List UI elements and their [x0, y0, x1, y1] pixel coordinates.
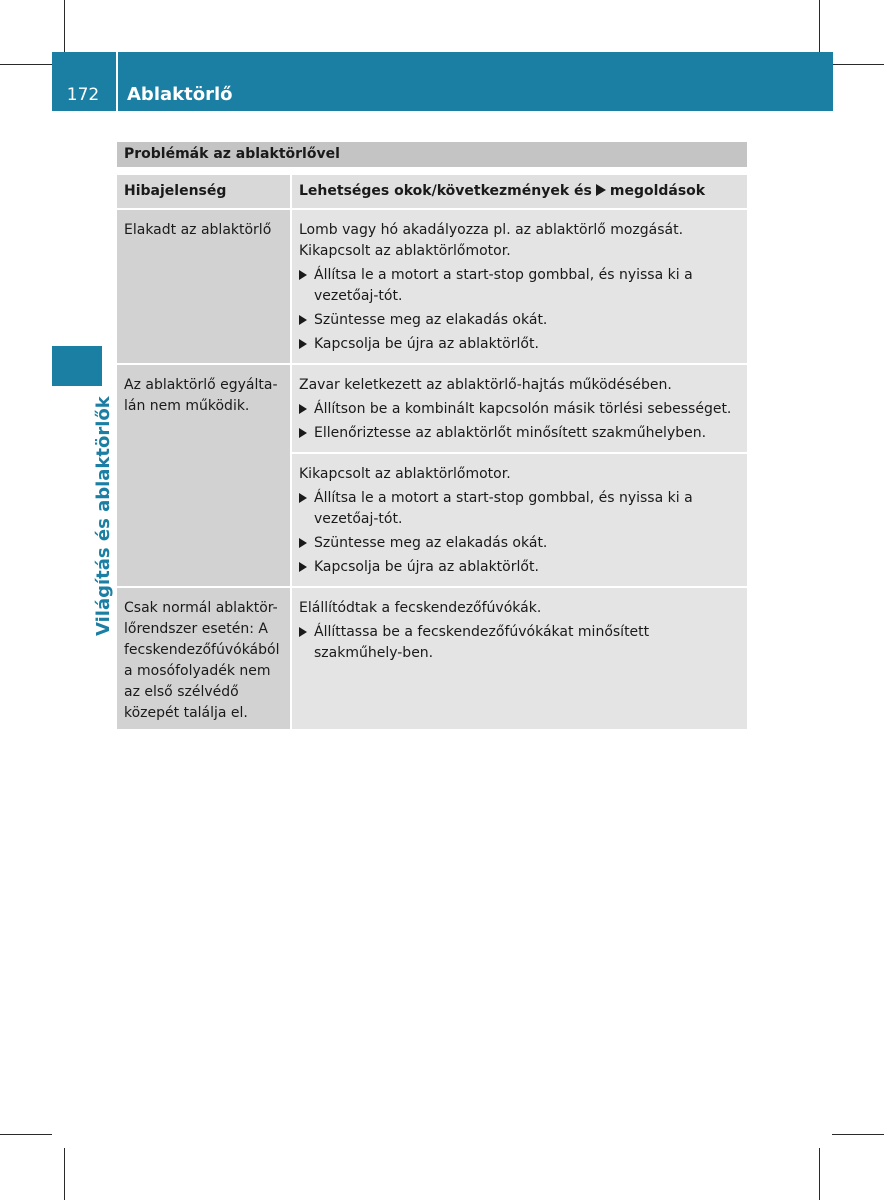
- solution-step: [299, 310, 740, 331]
- step-text: Ellenőriztesse az ablaktörlőt minősített szakműhelyben.: [314, 425, 707, 441]
- step-text: Állítsa le a motort a start-stop gombbal, és nyissa ki a vezetőaj-tót.: [314, 267, 693, 304]
- step-text: Kapcsolja be újra az ablaktörlőt.: [314, 559, 539, 575]
- step-text: Állíttassa be a fecskendezőfúvókákat minősített szakműhely-ben.: [314, 624, 650, 661]
- solution-step: [299, 488, 740, 530]
- cause-text: Kikapcsolt az ablaktörlőmotor.: [299, 466, 511, 482]
- crop-mark: [0, 1134, 52, 1135]
- action-arrow-icon: [596, 184, 606, 196]
- section-label: Világítás és ablaktörlők: [93, 396, 114, 636]
- action-arrow-icon: [299, 562, 307, 572]
- table-row: [117, 586, 747, 729]
- step-text: Szüntesse meg az elakadás okát.: [314, 312, 548, 328]
- solution-cell: [292, 210, 747, 363]
- action-arrow-icon: [299, 538, 307, 548]
- solution-cell: [292, 365, 747, 452]
- section-tab: [52, 346, 102, 386]
- action-arrow-icon: [299, 493, 307, 503]
- cause-text: Elállítódtak a fecskendezőfúvókák.: [299, 600, 542, 616]
- table-header-row: [117, 175, 747, 208]
- solution-cell: [292, 588, 747, 729]
- cause-text: Lomb vagy hó akadályozza pl. az ablaktörlő mozgását. Kikapcsolt az ablaktörlőmotor.: [299, 222, 684, 259]
- step-text: Állítson be a kombinált kapcsolón másik törlési sebességet.: [314, 401, 732, 417]
- crop-mark: [819, 1148, 820, 1200]
- column-header-text: Lehetséges okok/következmények és: [299, 183, 592, 199]
- action-arrow-icon: [299, 270, 307, 280]
- page-number: 172: [66, 85, 100, 105]
- action-arrow-icon: [299, 404, 307, 414]
- solution-step: [299, 557, 740, 578]
- crop-mark: [0, 64, 52, 65]
- solution-step: [299, 423, 740, 444]
- action-arrow-icon: [299, 339, 307, 349]
- action-arrow-icon: [299, 627, 307, 637]
- action-arrow-icon: [299, 428, 307, 438]
- step-text: Kapcsolja be újra az ablaktörlőt.: [314, 336, 539, 352]
- table-row: [117, 208, 747, 363]
- crop-mark: [64, 1148, 65, 1200]
- solution-step: [299, 622, 740, 664]
- crop-mark: [819, 0, 820, 52]
- column-header-solutions: [290, 175, 747, 208]
- solution-step: [299, 265, 740, 307]
- symptom-cell: Elakadt az ablaktörlő: [117, 210, 290, 363]
- column-header-symptom: Hibajelenség: [117, 175, 290, 208]
- solution-step: [299, 533, 740, 554]
- solution-cell: [292, 452, 747, 586]
- problem-table: [117, 142, 747, 729]
- action-arrow-icon: [299, 315, 307, 325]
- page-title: Ablaktörlő: [127, 84, 233, 105]
- crop-mark: [64, 0, 65, 52]
- step-text: Állítsa le a motort a start-stop gombbal, és nyissa ki a vezetőaj-tót.: [314, 490, 693, 527]
- table-row: [117, 363, 747, 586]
- solution-step: [299, 399, 740, 420]
- cause-text: Zavar keletkezett az ablaktörlő-hajtás működésében.: [299, 377, 672, 393]
- crop-mark: [832, 1134, 884, 1135]
- table-title: Problémák az ablaktörlővel: [117, 142, 747, 167]
- solution-step: [299, 334, 740, 355]
- step-text: Szüntesse meg az elakadás okát.: [314, 535, 548, 551]
- crop-mark: [832, 64, 884, 65]
- header-divider: [116, 52, 118, 111]
- symptom-cell: Az ablaktörlő egyálta-lán nem működik.: [117, 365, 290, 586]
- column-header-text: megoldások: [609, 183, 706, 199]
- symptom-cell: Csak normál ablaktör-lőrendszer esetén: A fecskendezőfúvókából a mosófolyadék nem az első szélvédő közepét találja el.: [117, 588, 290, 729]
